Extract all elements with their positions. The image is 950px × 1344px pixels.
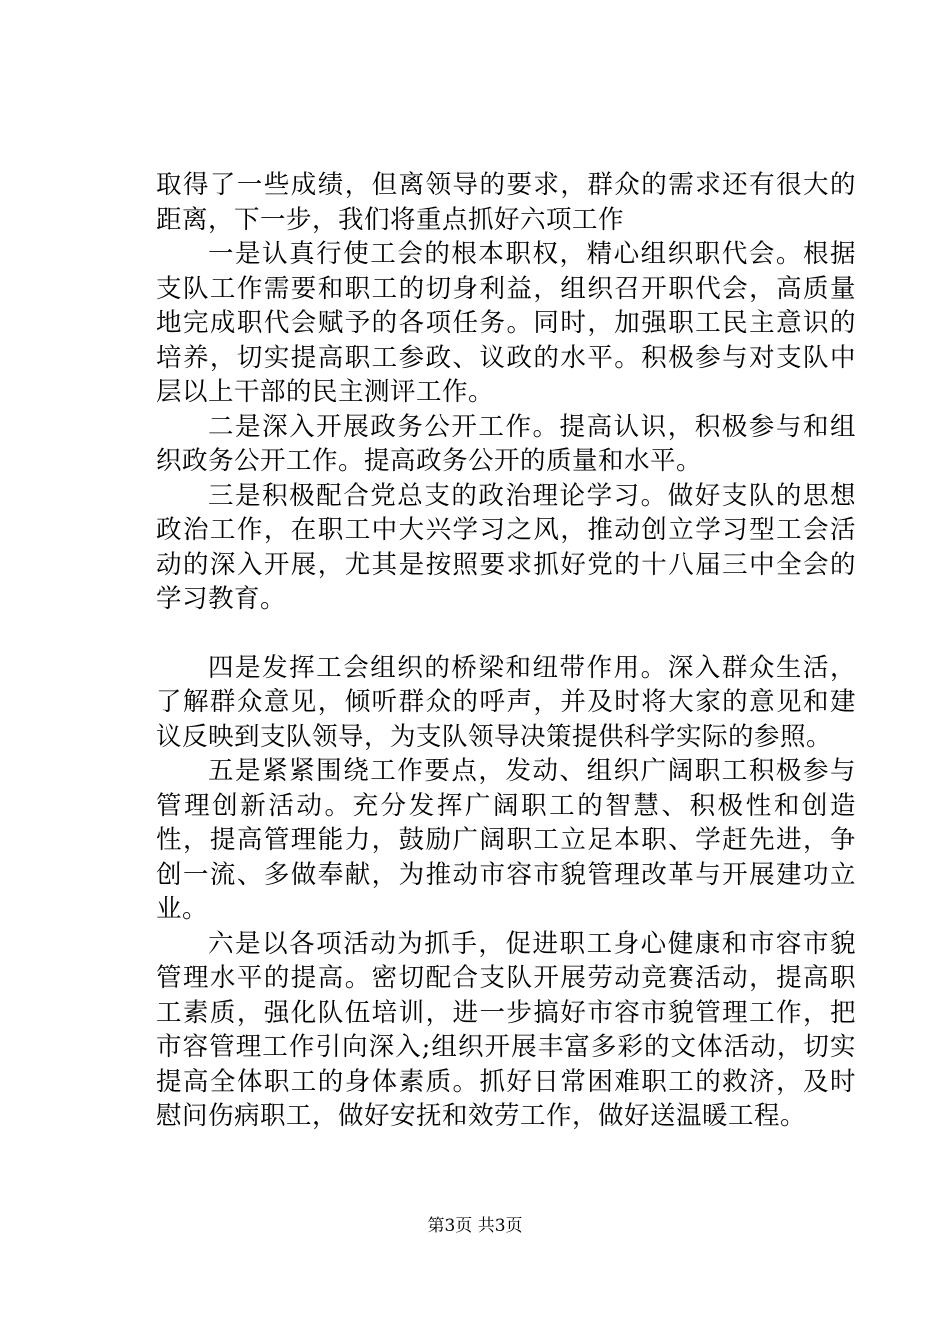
paragraph-item-5: 五是紧紧围绕工作要点，发动、组织广阔职工积极参与管理创新活动。充分发挥广阔职工的智慧、积极性和创造性，提高管理能力，鼓励广阔职工立足本职、学赶先进，争创一流、多做奉献，为推动市容市貌管理改革与开展建功立业。: [156, 756, 856, 924]
paragraph-item-4: 四是发挥工会组织的桥梁和纽带作用。深入群众生活，了解群众意见，倾听群众的呼声，并及时将大家的意见和建议反映到支队领导，为支队领导决策提供科学实际的参照。: [156, 652, 856, 752]
page-number-footer: 第3页 共3页: [427, 1216, 523, 1236]
paragraph-item-6: 六是以各项活动为抓手，促进职工身心健康和市容市貌管理水平的提高。密切配合支队开展劳动竞赛活动，提高职工素质，强化队伍培训，进一步搞好市容市貌管理工作，把市容管理工作引向深入;组织开展丰富多彩的文体活动，切实提高全体职工的身体素质。抓好日常困难职工的救济，及时慰问伤病职工，做好安抚和效劳工作，做好送温暖工程。: [156, 928, 856, 1131]
paragraph-item-1: 一是认真行使工会的根本职权，精心组织职代会。根据支队工作需要和职工的切身利益，组织召开职代会，高质量地完成职代会赋予的各项任务。同时，加强职工民主意识的培养，切实提高职工参政、议政的水平。积极参与对支队中层以上干部的民主测评工作。: [156, 239, 856, 407]
paragraph-item-3: 三是积极配合党总支的政治理论学习。做好支队的思想政治工作，在职工中大兴学习之风，推动创立学习型工会活动的深入开展，尤其是按照要求抓好党的十八届三中全会的学习教育。: [156, 480, 856, 614]
document-body: [156, 168, 856, 1134]
paragraph-item-2: 二是深入开展政务公开工作。提高认识，积极参与和组织政务公开工作。提高政务公开的质量和水平。: [156, 411, 856, 476]
paragraph-continuation: 取得了一些成绩，但离领导的要求，群众的需求还有很大的距离，下一步，我们将重点抓好六项工作: [156, 170, 856, 235]
